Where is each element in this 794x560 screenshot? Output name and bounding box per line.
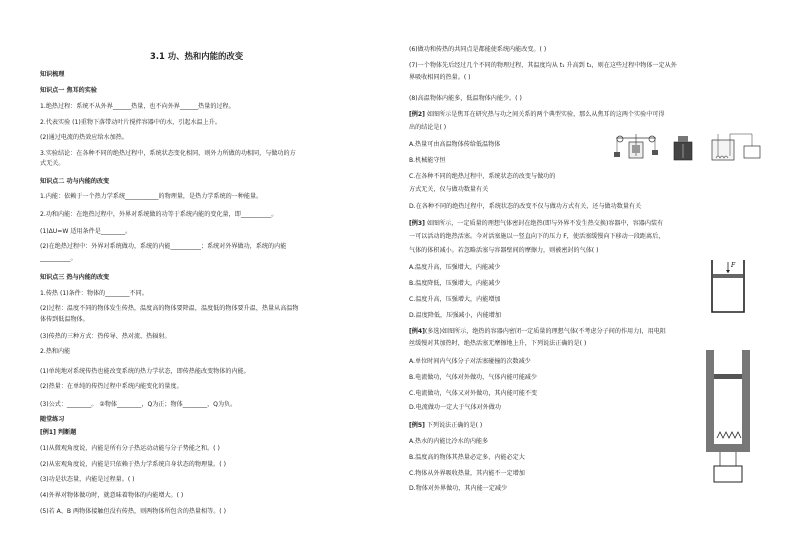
left-line-17: (3)传热的三种方式：热传导、热对流、热辐射。 [40,333,171,340]
right-line-12: 一可以活动的绝热活塞。今对活塞施以一竖直向下的压力 F，使活塞缓慢向下移动一段距离后， [409,233,665,240]
heater-container-figure [700,348,756,490]
left-line-5: 3.实验结论：在各种不同的绝热过程中，系统状态变化相同，则外力所做的功相同，与做功的方 [40,150,296,157]
joule-experiment-figure [612,130,772,164]
left-line-13: 知识点三 热与内能的改变 [40,274,110,281]
right-line-7: B.机械能守恒 [409,157,446,164]
left-line-14: 1.传热 (1)条件：物体的________不同。 [40,290,148,297]
right-line-5: 出的结论是( ) [409,124,447,131]
page-title: 3.1 功、热和内能的改变 [150,51,244,61]
left-line-23: [例1] 判断题 [40,429,77,436]
left-line-19: (1)单纯地对系统传热也能改变系统的热力学状态，即传热能改变物体的内能。 [40,368,250,375]
left-line-22: 随堂练习 [40,416,65,423]
left-line-11: (2)在绝热过程中：外界对系统做功，系统的内能__________；系统对外界做功，系统的内能 [40,243,287,250]
piston-container-figure [706,256,750,316]
left-line-21: (3)公式：________。 ②物体________，Q为正；物体________，Q为负。 [40,401,237,408]
right-line-13: 气体的体积减小。若忽略活塞与容器壁间的摩擦力，则被密封的气体( ) [409,247,599,254]
left-line-27: (4)外界对物体做功时，就意味着物体的内能增大。( ) [40,492,184,499]
right-line-1: (7)一个物体先后经过几个不同的物理过程，其温度均从 t₁ 升高到 t₂，则在这些过程中物体一定从外 [409,62,677,69]
right-line-15: B.温度降低，压强增大，内能减少 [409,280,501,287]
left-line-7: 知识点二 功与内能的改变 [40,178,110,185]
right-line-21: B.电流做功，气体对外做功，气体内能可能减少 [409,374,537,381]
right-line-11: [例3] 如图所示，一定质量的理想气体密封在绝热(即与外界不发生热交换)容器中，容器内装有 [409,220,664,227]
left-line-12: __________。 [40,255,77,262]
left-line-2: 1.绝热过程：系统不从外界______热量，也不向外界______热量的过程。 [40,103,235,110]
left-line-18: 2.热和内能 [40,348,71,355]
left-line-10: (1)ΔU=W 适用条件是________。 [40,228,132,235]
right-line-22: C.电流做功，气体又对外做功，其内能可能不变 [409,390,538,397]
left-line-26: (3)功是状态量，内能是过程量。( ) [40,476,135,483]
right-line-28: D.物体对外界做功，其内能一定减少 [409,485,508,492]
right-line-26: B.温度高的物体其热量必定多，内能必定大 [409,454,525,461]
left-line-16: 体传到低温物体。 [40,316,89,323]
right-line-9: 方式无关，仅与做功数量有关 [409,186,489,193]
left-line-9: 2.功和内能：在绝热过程中，外界对系统做的功等于系统内能的变化量，即__________。 [40,211,278,218]
right-line-17: D.温度降低，压强减小，内能增加 [409,312,501,319]
left-line-28: (5)若 A、B 两物体接触但没有传热，则两物体所包含的热量相等。( ) [40,508,226,515]
left-line-3: 2.代表实验 (1)重物下落带动叶片搅拌容器中的水，引起水温上升。 [40,119,221,126]
right-line-4: [例2] 如图所示是焦耳在研究热与功之间关系的两个典型实验，那么从焦耳的这两个实验中可得 [409,111,665,118]
right-line-25: A.热水的内能比冷水的内能多 [409,438,489,445]
right-line-16: C.温度升高，压强增大，内能增加 [409,296,501,303]
right-line-19: 丝缓慢对其加热时，绝热活塞无摩擦地上升，下列说法正确的是( ) [409,340,587,347]
left-line-20: (2)热量：在单纯的传热过程中系统内能变化的量度。 [40,383,183,390]
right-line-18: [例4](多选)如图所示，绝热的容器内密闭一定质量的理想气体(不考虑分子间的作用力)，用电阻 [409,328,666,335]
right-line-6: A.热量可由高温物体传给低温物体 [409,141,501,148]
right-line-8: C.在各种不同的绝热过程中，系统状态的改变与做功的 [409,173,556,180]
force-label: F [731,262,736,269]
right-line-27: C.物体从外界吸收热量，其内能不一定增加 [409,470,525,477]
right-line-24: [例5] 下列说法正确的是( ) [409,422,483,429]
right-line-2: 界吸收相同的热量。( ) [409,74,471,81]
right-line-23: D.电流做功一定大于气体对外做功 [409,404,501,411]
left-line-8: 1.内能：依赖于一个热力学系统___________的物理量，是热力学系统的一种能量。 [40,193,263,200]
left-line-15: (2)过程：温度不同的物体发生传热，温度高的物体要降温，温度低的物体要升温，热量从高温物 [40,305,299,312]
left-line-24: (1)从微观角度说，内能是所有分子热运动动能与分子势能之和。( ) [40,445,220,452]
left-line-1: 知识点一 焦耳的实验 [40,87,97,94]
right-line-3: (8)高温物体内能多，低温物体内能少。( ) [409,95,522,102]
left-line-0: 知识梳理 [40,71,65,78]
right-line-14: A.温度升高，压强增大，内能减少 [409,264,501,271]
right-line-0: (6)做功和传热的共同点是都能使系统内能改变。( ) [409,46,547,53]
left-line-25: (2)从宏观角度说，内能是只依赖于热力学系统自身状态的物理量。( ) [40,461,226,468]
right-line-20: A.单位时间内气体分子对活塞碰撞的次数减少 [409,358,531,365]
right-line-10: D.在各种不同的绝热过程中，系统状态的改变不仅与做功方式有关，还与做功数量有关 [409,203,642,210]
left-line-4: (2)通过电流的热效应给水加热。 [40,134,128,141]
left-line-6: 式无关。 [40,160,65,167]
